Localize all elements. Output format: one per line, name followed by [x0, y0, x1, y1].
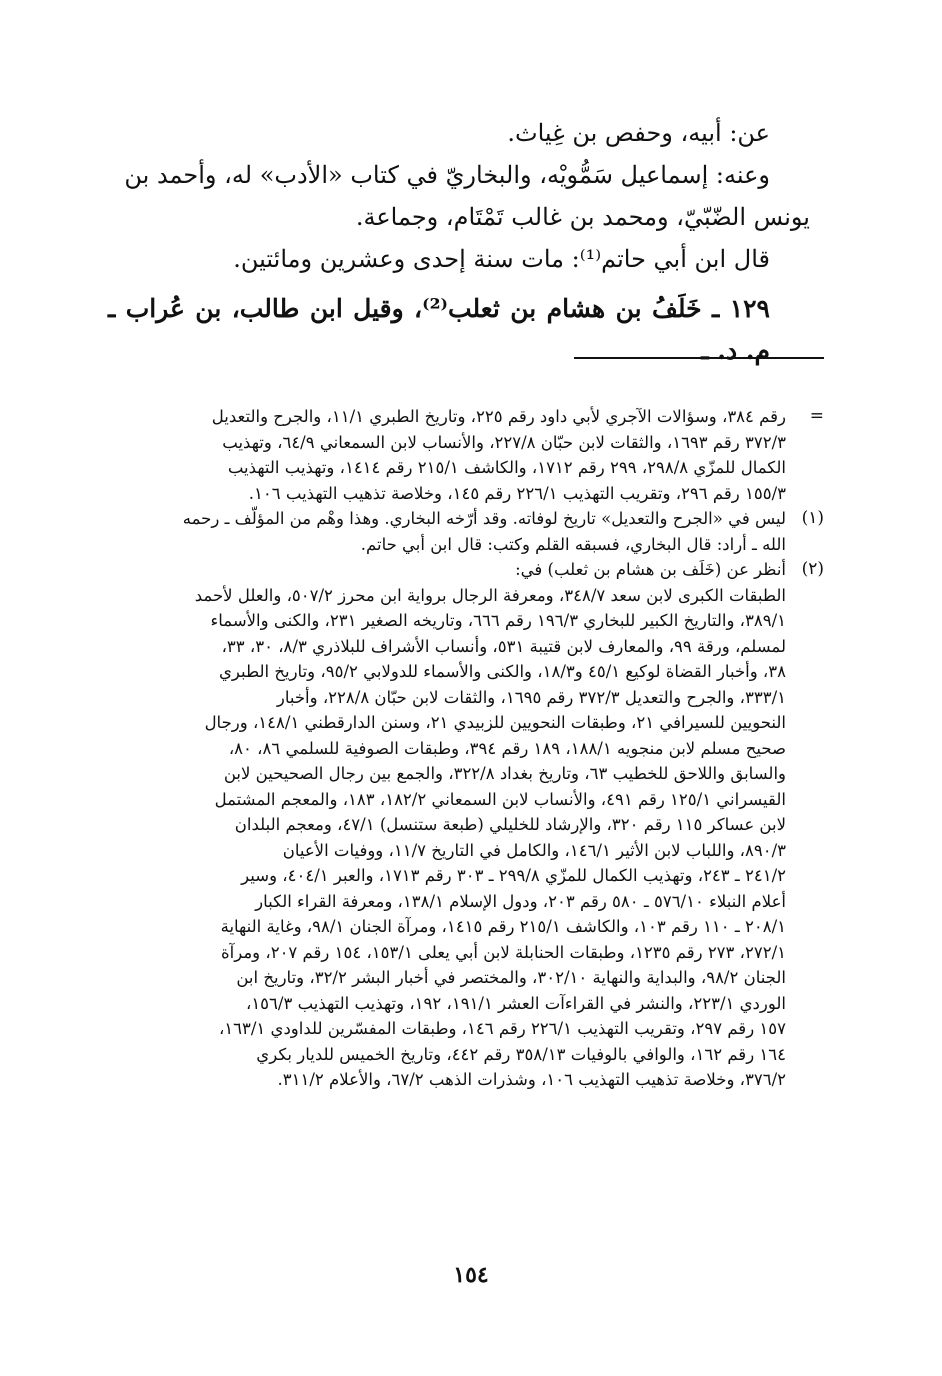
footnote-line: ٨٩٠/٣، واللباب لابن الأثير ١٤٦/١، والكامل في التاريخ ١١/٧، ووفيات الأعيان: [282, 840, 786, 860]
footnote-line: ١٦٤ رقم ١٦٢، والوافي بالوفيات ٣٥٨/١٣ رقم ٤٤٢، وتاريخ الخميس للديار بكري: [256, 1044, 786, 1064]
footnote-line: الله ـ أراد: قال البخاري، فسبقه القلم وكتب: قال ابن أبي حاتم.: [360, 534, 786, 554]
page-number: ١٥٤: [453, 1262, 489, 1288]
footnote-line: لابن عساكر ١١٥ رقم ٣٢٠، والإرشاد للخليلي (طبعة ستنسل) ٤٧/١، ومعجم البلدان: [234, 815, 786, 834]
narrators-to-line-cont: يونس الضّبّيّ، ومحمد بن غالب تَمْتَام، وجماعة.: [355, 203, 810, 231]
footnote-line: الطبقات الكبرى لابن سعد ٣٤٨/٧، ومعرفة الرجال برواية ابن محرز ٥٠٧/٢، والعلل لأحمد: [194, 585, 786, 605]
footnote-line: الوردي ٢٢٣/١، والنشر في القراءآت العشر ١٩١/١، ١٩٢، وتهذيب التهذيب ١٥٦/٣،: [245, 993, 786, 1013]
footnote-line: ٣٧٢/٣ رقم ١٦٩٣، والثقات لابن حبّان ٢٢٧/٨، والأنساب لابن السمعاني ٦٤/٩، وتهذيب: [222, 432, 786, 452]
footnote-line: ٣٧٦/٢، وخلاصة تذهيب التهذيب ١٠٦، وشذرات الذهب ٦٧/٢، والأعلام ٣١١/٢.: [277, 1070, 786, 1089]
footnote-line: والسابق واللاحق للخطيب ٦٣، وتاريخ بغداد ٣٢٢/٨، والجمع بين رجال الصحيحين لابن: [223, 764, 786, 783]
footnote-line: ٢٧٢/١، ٢٧٣ رقم ١٢٣٥، وطبقات الحنابلة لابن أبي يعلى ١٥٣/١، ١٥٤ رقم ٢٠٧، ومرآة: [220, 942, 786, 962]
narrators-from-line: عن: أبيه، وحفص بن غِياث.: [507, 119, 770, 147]
footnote-line: ٢٠٨/١ ـ ١١٠ رقم ١٠٣، والكاشف ٢١٥/١ رقم ١٤١٥، ومرآة الجنان ٩٨/١، وغاية النهاية: [220, 917, 786, 936]
footnote-line: رقم ٣٨٤، وسؤالات الآجري لأبي داود رقم ٢٢٥، وتاريخ الطبري ١١/١، والجرح والتعديل: [211, 407, 786, 426]
entry-heading: ١٢٩ ـ خَلَفُ بن هشام بن ثعلب⁽²⁾، وقيل ابن طالب، بن عُراب ـ م. د. ـ: [108, 294, 770, 365]
footnote-marker: (٢): [801, 559, 824, 579]
footnote-line: ١٥٥/٣ رقم ٢٩٦، وتقريب التهذيب ٢٢٦/١ رقم ١٤٥، وخلاصة تذهيب التهذيب ١٠٦.: [248, 483, 786, 503]
footnote-continuation: [104, 404, 824, 506]
narrators-to-line: وعنه: إسماعيل سَمُّويْه، والبخاريّ في كتاب «الأدب» له، وأحمد بن: [124, 161, 770, 189]
footnote-line: ٢٤١/٢ ـ ٢٤٣، وتهذيب الكمال للمزّي ٢٩٩/٨ ـ ٣٠٣ رقم ١٧١٣، والعبر ٤٠٤/١، وسير: [241, 866, 786, 885]
footnote-line: أعلام النبلاء ٥٧٦/١٠ ـ ٥٨٠ رقم ٢٠٣، ودول الإسلام ١٣٨/١، ومعرفة القراء الكبار: [255, 891, 786, 911]
footnotes: [104, 404, 824, 1093]
footnote-marker: =: [809, 406, 824, 426]
main-text: [108, 112, 810, 372]
footnote-line: أنظر عن (خَلَف بن هشام بن ثعلب) في:: [515, 560, 786, 579]
footnote-line: ٣٨، وأخبار القضاة لوكيع ٤٥/١ و١٨/٣، والكنى والأسماء للدولابي ٩٥/٢، وتاريخ الطبري: [218, 662, 786, 681]
footnote-line: ليس في «الجرح والتعديل» تاريخ لوفاته. وقد أرّخه البخاري. وهذا وهْم من المؤلّف ـ رحمه: [182, 509, 786, 528]
footnote-marker: (١): [801, 508, 824, 528]
footnote-line: الكمال للمزّي ٢٩٨/٨، ٢٩٩ رقم ١٧١٢، والكاشف ٢١٥/١ رقم ١٤١٤، وتهذيب التهذيب: [227, 458, 786, 477]
footnote-1: [104, 506, 824, 557]
footnote-body: [104, 506, 786, 557]
footnote-separator: [574, 357, 824, 359]
footnote-line: الجنان ٩٨/٢، والبداية والنهاية ٣٠٢/١٠، والمختصر في أخبار البشر ٣٢/٢، وتاريخ ابن: [236, 968, 786, 987]
footnote-line: ١٥٧ رقم ٢٩٧، وتقريب التهذيب ٢٢٦/١ رقم ١٤٦، وطبقات المفسّرين للداودي ١٦٣/١،: [218, 1019, 786, 1038]
footnote-line: ٣٣٣/١، والجرح والتعديل ٣٧٢/٣ رقم ١٦٩٥، والثقات لابن حبّان ٢٢٨/٨، وأخبار: [276, 687, 786, 707]
footnote-2: [104, 557, 824, 1093]
footnote-body: [104, 557, 786, 1093]
footnote-line: القيسراني ١٢٥/١ رقم ٤٩١، والأنساب لابن السمعاني ١٨٢/٢، ١٨٣، والمعجم المشتمل: [214, 789, 786, 809]
footnote-line: ٣٨٩/١، والتاريخ الكبير للبخاري ١٩٦/٣ رقم ٦٦٦، وتاريخه الصغير ٢٣١، والكنى والأسماء: [210, 611, 786, 630]
death-date-line: قال ابن أبي حاتم⁽¹⁾: مات سنة إحدى وعشرين ومائتين.: [233, 245, 770, 273]
footnote-body: [104, 404, 786, 506]
footnote-line: صحيح مسلم لابن منجويه ١٨٨/١، ١٨٩ رقم ٣٩٤، وطبقات الصوفية للسلمي ٨٦، ٨٠،: [228, 738, 786, 758]
footnote-line: لمسلم، ورقة ٩٩، والمعارف لابن قتيبة ٥٣١، وأنساب الأشراف للبلاذري ٨/٣، ٣٠، ٣٣،: [221, 636, 786, 656]
footnote-line: النحويين للسيرافي ٢١، وطبقات النحويين للزبيدي ٢١، وسنن الدارقطني ١٤٨/١، ورجال: [204, 713, 786, 732]
